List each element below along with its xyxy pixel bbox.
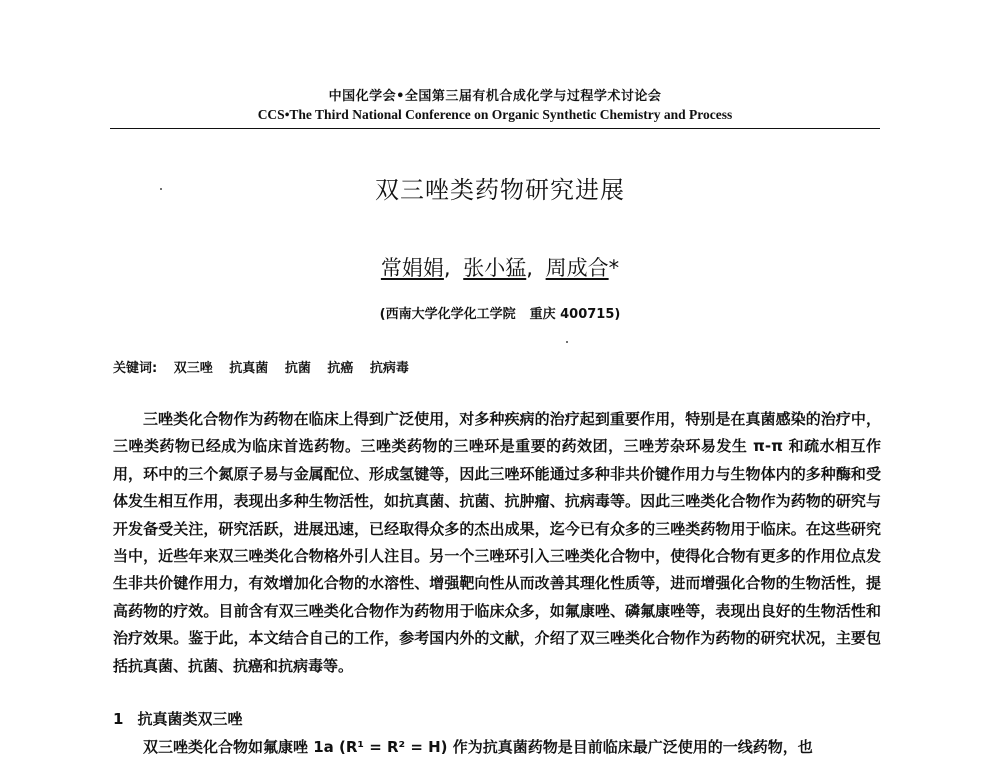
author-name: 常娟娟 (380, 256, 444, 280)
scan-speck (160, 188, 162, 190)
affiliation (0, 303, 1000, 322)
keywords-label: 关键词: (113, 361, 158, 376)
section-heading (113, 708, 242, 729)
conference-name-en: CCS•The Third National Conference on Organic Synthetic Chemistry and Process (257, 107, 733, 122)
keyword: 抗癌 (327, 361, 354, 376)
author-separator: , (526, 256, 533, 280)
author-separator: , (443, 256, 451, 280)
corresponding-author-mark: * (608, 256, 620, 280)
scan-speck (566, 341, 568, 343)
header-rule (110, 128, 880, 129)
author-name: 周成合 (545, 256, 609, 280)
author-name: 张小猛 (463, 256, 527, 280)
paper-title: 双三唑类药物研究进展 (375, 176, 625, 204)
section-first-line: 双三唑类化合物如氟康唑 1a (R¹ = R² = H) 作为抗真菌药物是目前临床最广泛使用的一线药物，也 (143, 738, 813, 756)
conference-header (110, 88, 880, 124)
affiliation-institution: (西南大学化学化工学院 (379, 307, 516, 322)
keyword: 抗菌 (284, 361, 311, 376)
keyword: 抗病毒 (369, 361, 409, 376)
affiliation-city: 重庆 400715) (529, 307, 621, 322)
section-number: 1 (113, 710, 124, 728)
keywords-line (113, 357, 409, 376)
abstract-body (113, 406, 881, 680)
conference-name-cn: 中国化学会•全国第三届有机合成化学与过程学术讨论会 (328, 89, 662, 104)
abstract-paragraph: 三唑类化合物作为药物在临床上得到广泛使用，对多种疾病的治疗起到重要作用，特别是在真菌感染的治疗中，三唑类药物已经成为临床首选药物。三唑类药物的三唑环是重要的药效团，三唑芳杂环易发生 π-π 和疏水相互作用，环中的三个氮原子易与金属配位、形成氢键等，因此三唑环能通过多种非共价键作用力与生物体内的多种酶和受体发生相互作用，表现出多种生物活性，如抗真菌、抗菌、抗肿瘤、抗病毒等。因此三唑类化合物作为药物的研究与开发备受关注，研究活跃，进展迅速，已经取得众多的杰出成果，迄今已有众多的三唑类药物用于临床。在这些研究当中，近些年来双三唑类化合物格外引人注目。另一个三唑环引入三唑类化合物中，使得化合物有更多的作用位点发生非共价键作用力，有效增加化合物的水溶性、增强靶向性从而改善其理化性质等，进而增强化合物的生物活性，提高药物的疗效。目前含有双三唑类化合物作为药物用于临床众多，如氟康唑、磷氟康唑等，表现出良好的生物活性和治疗效果。鉴于此，本文结合自己的工作，参考国内外的文献，介绍了双三唑类化合物作为药物的研究状况，主要包括抗真菌、抗菌、抗癌和抗病毒等。 (113, 410, 881, 675)
section-title: 抗真菌类双三唑 (137, 710, 243, 728)
author-list (0, 252, 1000, 282)
keyword: 抗真菌 (229, 361, 269, 376)
keyword: 双三唑 (173, 361, 213, 376)
